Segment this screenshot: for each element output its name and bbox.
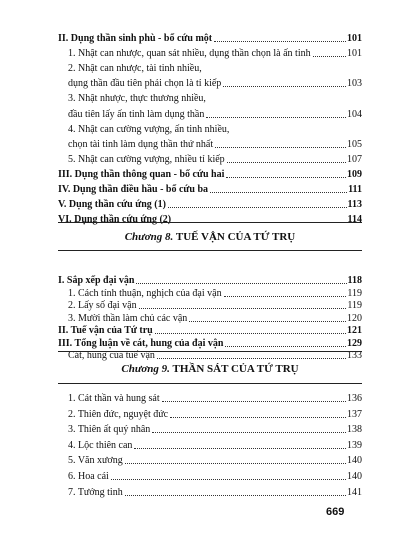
toc-entry-title: II. Tuế vận của Tứ trụ bbox=[58, 325, 153, 336]
toc-entry bbox=[68, 150, 362, 166]
toc-entry-title: 2. Thiên đức, nguyệt đức bbox=[68, 408, 169, 420]
toc-entry bbox=[68, 405, 362, 421]
dot-leader bbox=[125, 495, 346, 496]
toc-entry-title: 1. Cát thần và hung sát bbox=[68, 393, 160, 404]
dot-leader bbox=[152, 432, 346, 433]
toc-entry-page: 137 bbox=[347, 408, 362, 420]
dot-leader bbox=[170, 417, 346, 418]
toc-entry-title: 3. Thiên ất quý nhân bbox=[68, 424, 151, 436]
toc-entry-page: 139 bbox=[347, 439, 362, 451]
toc-entry bbox=[68, 436, 362, 452]
toc-entry-page: 120 bbox=[347, 312, 362, 324]
toc-entry bbox=[68, 346, 362, 362]
page-number: 669 bbox=[326, 506, 345, 518]
toc-entry-page: 103 bbox=[347, 78, 362, 90]
toc-entry-page: 129 bbox=[347, 337, 362, 349]
toc-entry-title: 2. Lấy số đại vận bbox=[68, 300, 137, 311]
dot-leader bbox=[168, 207, 347, 208]
chapter-9-title: THẦN SÁT CỦA TỨ TRỤ bbox=[172, 363, 299, 375]
toc-entry-title: III. Dụng thần thông quan - bổ cứu hai bbox=[58, 168, 225, 180]
toc-entry bbox=[68, 120, 362, 136]
toc-entry-title: VI. Dụng thần cứu ứng (2) bbox=[58, 214, 172, 226]
toc-entry-page: 107 bbox=[347, 153, 362, 165]
toc-entry-title: 5. Văn xương bbox=[68, 455, 123, 467]
dot-leader bbox=[134, 448, 346, 449]
divider-top-chapter9 bbox=[58, 351, 362, 352]
toc-entry-title: chọn tài tinh làm dụng thần thứ nhất bbox=[68, 138, 214, 150]
chapter-8-label: Chương 8. bbox=[124, 231, 174, 243]
toc-entry-page: 101 bbox=[347, 33, 362, 44]
dot-leader bbox=[223, 86, 346, 87]
toc-entry bbox=[58, 165, 362, 181]
toc-entry bbox=[58, 195, 362, 211]
toc-entry-title: 7. Tướng tinh bbox=[68, 486, 123, 498]
toc-entry-page: 136 bbox=[347, 393, 362, 404]
chapter-9-heading bbox=[58, 363, 362, 375]
toc-entry-title: 3. Nhật nhược, thực thương nhiều, bbox=[68, 93, 206, 105]
toc-entry bbox=[58, 210, 362, 226]
toc-entry-title: III. Tổng luận về cát, hung của đại vận bbox=[58, 337, 224, 349]
toc-entry bbox=[68, 467, 362, 483]
toc-entry-title: I. Sắp xếp đại vận bbox=[58, 275, 135, 286]
toc-entry-page: 140 bbox=[347, 455, 362, 467]
dot-leader bbox=[215, 147, 346, 148]
toc-entry-title: 1. Cách tính thuận, nghịch của đại vận bbox=[68, 287, 222, 299]
toc-entry-page: 105 bbox=[347, 138, 362, 150]
dot-leader bbox=[206, 117, 346, 118]
toc-entry bbox=[68, 389, 362, 405]
divider-bottom-chapter9 bbox=[58, 383, 362, 384]
toc-entry-title: 2. Nhật can nhược, tài tinh nhiều, bbox=[68, 63, 202, 75]
toc-entry-title: Cát, hung của tuế vận bbox=[68, 350, 155, 361]
dot-leader bbox=[226, 177, 346, 178]
toc-entry-page: 119 bbox=[347, 300, 362, 311]
toc-entry-page: 104 bbox=[347, 108, 362, 120]
toc-entry-page: 119 bbox=[347, 287, 362, 299]
dot-leader bbox=[210, 192, 347, 193]
toc-entry bbox=[58, 180, 362, 196]
toc-entry-page: 141 bbox=[347, 486, 362, 498]
toc-entry-title: 5. Nhật can cường vượng, nhiều tỉ kiếp bbox=[68, 153, 225, 165]
divider-top-chapter8 bbox=[58, 222, 362, 223]
toc-entry-page: 109 bbox=[347, 168, 362, 180]
toc-entry-page: 121 bbox=[347, 325, 362, 336]
chapter-8-title: TUẾ VẬN CỦA TỨ TRỤ bbox=[175, 231, 296, 243]
toc-entry-page: 140 bbox=[347, 471, 362, 482]
toc-entry-page: 111 bbox=[348, 184, 362, 195]
toc-entry-title: 1. Nhật can nhược, quan sát nhiều, dụng thần chọn là ấn tinh bbox=[68, 48, 311, 60]
toc-entry-title: 3. Mười thần làm chủ các vận bbox=[68, 312, 188, 324]
toc-entry-title: 4. Nhật can cường vượng, ấn tinh nhiều, bbox=[68, 123, 230, 135]
dot-leader bbox=[313, 56, 346, 57]
toc-entry-page: 133 bbox=[347, 350, 362, 361]
toc-entry bbox=[68, 74, 362, 90]
dot-leader bbox=[227, 162, 346, 163]
toc-entry-page: 113 bbox=[347, 199, 362, 211]
dot-leader bbox=[111, 479, 346, 480]
toc-entry bbox=[68, 89, 362, 105]
dot-leader bbox=[125, 463, 346, 464]
toc-entry-title: 4. Lộc thiên can bbox=[68, 439, 133, 451]
chapter-8-heading bbox=[58, 231, 362, 243]
dot-leader bbox=[162, 401, 346, 402]
toc-entry-page: 101 bbox=[347, 48, 362, 60]
chapter-9-label: Chương 9. bbox=[121, 363, 170, 375]
toc-entry bbox=[68, 451, 362, 467]
toc-entry bbox=[68, 420, 362, 436]
toc-entry-title: II. Dụng thần sinh phù - bổ cứu một bbox=[58, 33, 213, 44]
toc-entry-title: IV. Dụng thần điều hầu - bổ cứu ba bbox=[58, 184, 209, 195]
toc-entry-title: dụng thần đầu tiên phải chọn là tỉ kiếp bbox=[68, 78, 222, 90]
toc-entry-page: 118 bbox=[347, 275, 362, 286]
toc-entry bbox=[58, 29, 362, 45]
dot-leader bbox=[214, 41, 346, 42]
divider-bottom-chapter8 bbox=[58, 250, 362, 251]
dot-leader bbox=[157, 358, 346, 359]
toc-entry bbox=[68, 44, 362, 60]
toc-entry bbox=[68, 59, 362, 75]
toc-entry bbox=[68, 483, 362, 499]
toc-entry bbox=[68, 105, 362, 121]
toc-entry-title: đầu tiên lấy ấn tinh làm dụng thần bbox=[68, 108, 205, 120]
toc-entry-page: 138 bbox=[347, 424, 362, 436]
toc-entry-page: 114 bbox=[347, 214, 362, 226]
toc-entry-title: V. Dụng thần cứu ứng (1) bbox=[58, 199, 166, 211]
toc-entry-title: 6. Hoa cái bbox=[68, 471, 109, 482]
toc-entry bbox=[68, 135, 362, 151]
